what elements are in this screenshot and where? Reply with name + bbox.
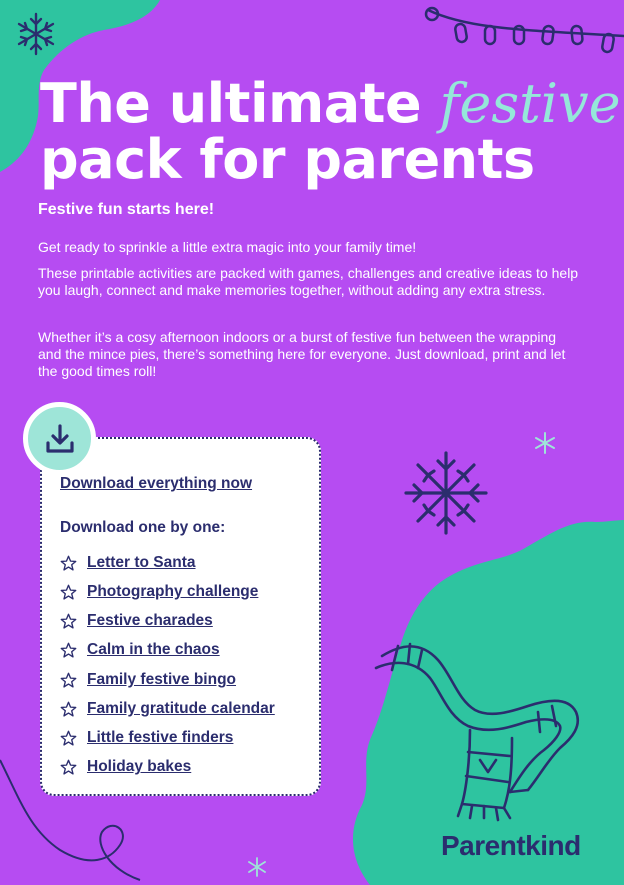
list-item[interactable]	[60, 728, 233, 748]
list-item[interactable]	[60, 611, 213, 631]
title-line1: The ultimate	[40, 72, 440, 135]
link-photography-challenge[interactable]: Photography challenge	[87, 583, 259, 600]
star-icon	[60, 642, 77, 659]
sparkle-icon	[536, 433, 554, 453]
download-everything-link[interactable]: Download everything now	[60, 475, 253, 492]
star-icon	[60, 555, 77, 572]
link-calm-in-the-chaos[interactable]: Calm in the chaos	[87, 641, 220, 658]
link-family-gratitude-calendar[interactable]: Family gratitude calendar	[87, 700, 275, 717]
link-festive-charades[interactable]: Festive charades	[87, 612, 213, 629]
list-item[interactable]	[60, 582, 258, 602]
star-icon	[60, 701, 77, 718]
star-icon	[60, 613, 77, 630]
intro-paragraph-2: These printable activities are packed with games, challenges and creative ideas to help you laugh, connect and make memories together, without adding any extra stress.	[38, 265, 579, 298]
download-one-by-one-heading: Download one by one:	[60, 519, 226, 536]
star-icon	[60, 759, 77, 776]
intro-paragraph-1: Get ready to sprinkle a little extra magic into your family time!	[38, 239, 417, 255]
download-badge[interactable]	[23, 402, 96, 475]
sparkle-icon	[249, 858, 265, 876]
intro-paragraph-3: Whether it’s a cosy afternoon indoors or a burst of festive fun between the wrapping and the mince pies, there’s something here for everyone. Just download, print and let the good times roll!	[38, 329, 566, 379]
brand-logo: Parentkind	[441, 830, 581, 861]
list-item[interactable]	[60, 553, 196, 573]
title-line2: pack for parents	[40, 128, 535, 191]
snowflake-icon	[406, 453, 486, 533]
download-icon	[42, 421, 78, 457]
star-icon	[60, 584, 77, 601]
star-icon	[60, 672, 77, 689]
list-item[interactable]	[60, 670, 236, 690]
link-little-festive-finders[interactable]: Little festive finders	[87, 729, 234, 746]
link-letter-to-santa[interactable]: Letter to Santa	[87, 554, 196, 571]
link-family-festive-bingo[interactable]: Family festive bingo	[87, 671, 237, 688]
page-title	[40, 72, 621, 191]
title-script-word: festive	[439, 72, 621, 135]
list-item[interactable]	[60, 757, 191, 777]
link-holiday-bakes[interactable]: Holiday bakes	[87, 758, 192, 775]
list-item[interactable]	[60, 640, 220, 660]
fairy-lights-icon	[426, 8, 624, 53]
subtitle: Festive fun starts here!	[38, 201, 215, 218]
list-item[interactable]	[60, 699, 275, 719]
star-icon	[60, 730, 77, 747]
